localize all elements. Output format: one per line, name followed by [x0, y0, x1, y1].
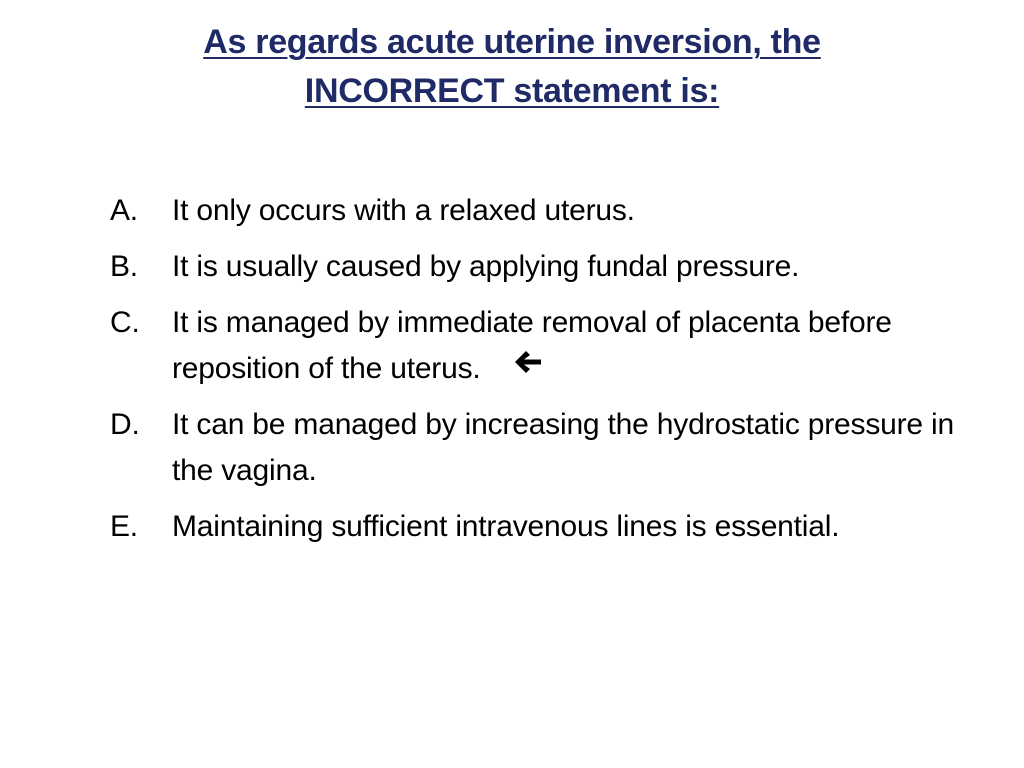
- option-text: It can be managed by increasing the hydrostatic pressure in the vagina.: [172, 408, 954, 487]
- option-letter: C.: [110, 306, 140, 339]
- option-letter: D.: [110, 408, 140, 441]
- left-arrow-icon: [513, 343, 543, 389]
- option-text-wrapper: [172, 300, 960, 392]
- option-text: It is managed by immediate removal of placenta before reposition of the uterus.: [172, 306, 892, 385]
- option-text: It only occurs with a relaxed uterus.: [172, 194, 635, 227]
- slide-title: As regards acute uterine inversion, the INCORRECT statement is:: [203, 23, 821, 110]
- option-text: Maintaining sufficient intravenous lines is essential.: [172, 510, 840, 543]
- answer-option-a: [110, 188, 960, 234]
- option-letter: E.: [110, 510, 138, 543]
- answer-option-b: [110, 244, 960, 290]
- option-text: It is usually caused by applying fundal pressure.: [172, 250, 800, 283]
- option-letter: A.: [110, 194, 138, 227]
- answer-option-d: [110, 402, 960, 494]
- option-letter: B.: [110, 250, 138, 283]
- answer-options-list: [110, 188, 960, 560]
- answer-option-e: [110, 504, 960, 550]
- answer-option-c: [110, 300, 960, 392]
